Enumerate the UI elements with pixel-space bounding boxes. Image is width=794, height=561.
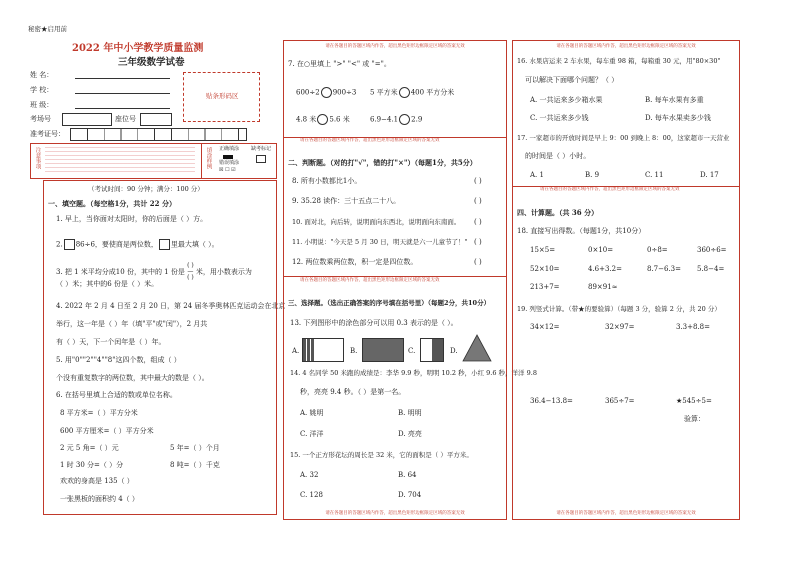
q13: 13. 下列图形中的涂色部分可以用 0.3 表示的是（ ）。 <box>290 319 458 327</box>
calc-item: 5.8−4= <box>697 265 725 273</box>
judge-11: 11. 小明说："今天是 5 月 30 日，明天就是六一儿童节了！" <box>292 238 468 246</box>
q14-line1: 14. 4 名同学 50 米跑的成绩是：李华 9.9 秒，明明 10.2 秒，小红 9.6 秒，洋洋 9.8 <box>290 369 537 377</box>
q16-option-c[interactable]: C. 一共运来多少钱 <box>530 114 589 122</box>
judge-12: 12. 两位数乘两位数，积一定是四位数。 <box>292 258 418 266</box>
q4-line1: 4. 2022 年 2 月 4 日至 2 月 20 日，第 24 届冬季奥林匹克运动会在北京 <box>56 302 286 310</box>
q17-option-c[interactable]: C. 11 <box>645 171 664 179</box>
q16-option-b[interactable]: B. 每车水果有多重 <box>645 96 704 104</box>
q3-line1: 3. 把 1 米平均分成10 份，其中的 1 份是 ( ) — ( ) 米，用小数表示为 <box>56 262 252 281</box>
q5-line1: 5. 用"0""2""4""8"这四个数，组成（ ） <box>56 356 181 364</box>
barcode-area: 贴条形码区 <box>183 72 260 122</box>
notes-text <box>45 147 195 175</box>
q17-option-d[interactable]: D. 17 <box>700 171 719 179</box>
q6-row3a: 2 元 5 角=（ ）元 <box>60 444 119 452</box>
calc-item: 8.7−6.3= <box>647 265 681 273</box>
answer-region-3: 请在各题目的答题区域内作答，超出黑色矩形边框限定区域的答案无效 请在各题目的答题区域内作答，超出黑色矩形边框限定区域的答案无效 <box>512 40 740 520</box>
q15: 15. 一个正方形花坛的周长是 32 米，它的面积是（ ）平方米。 <box>290 451 473 459</box>
q6-row5: 欢欢的身高是 135（ ） <box>60 477 134 485</box>
check-label: 验算： <box>684 415 705 423</box>
q15-option-b[interactable]: B. 64 <box>398 471 417 479</box>
calc-item: 15×5= <box>530 246 556 254</box>
seat-label: 座位号 <box>115 115 136 123</box>
q3-line2: （ ）米；其中的6 份是（ ）米。 <box>56 280 159 288</box>
q7: 7. 在○里填上 ">" "<" 或 "="。 <box>288 60 391 68</box>
q14-option-d[interactable]: D. 亮亮 <box>398 430 422 438</box>
exam-title: 2022 年中小学教学质量监测 <box>72 43 204 54</box>
q17-option-a[interactable]: A. 1 <box>530 171 544 179</box>
calc-item: 4.6+3.2= <box>588 265 622 273</box>
q17-line1: 17. 一家超市的开放时间是早上 9：00 到晚上 8：00，这家超市一天营业 <box>517 134 730 142</box>
q6-row1: 8 平方米=（ ）平方分米 <box>60 409 138 417</box>
shape-d <box>462 334 492 362</box>
compare-4: 6.9−4.1 2.9 <box>370 115 423 124</box>
exam-room-field[interactable] <box>62 113 112 126</box>
q14-option-a[interactable]: A. 姚明 <box>300 409 324 417</box>
q2: 2. 86÷6，要使商是两位数， 里最大填（ ）。 <box>56 240 219 249</box>
absent-box[interactable] <box>256 155 266 163</box>
answer-region-2: 请在各题目的答题区域内作答，超出黑色矩形边框限定区域的答案无效 请在各题目的答题区域内作答，超出黑色矩形边框限定区域的答案无效 <box>283 40 507 520</box>
q5-line2: 个没有重复数字的两位数，其中最大的数是（ ）。 <box>56 374 209 382</box>
q6-row2: 600 平方厘米=（ ）平方分米 <box>60 427 154 435</box>
q6: 6. 在括号里填上合适的数或单位名称。 <box>56 391 177 399</box>
q4-line3: 有（ ）天，下一个闰年是（ ）年。 <box>56 338 166 346</box>
q6-row6: 一张黑板的面积约 4（ ） <box>60 495 139 503</box>
q19: 19. 列竖式计算。（带★的要验算）（每题 3 分，验算 2 分，共 20 分） <box>517 305 721 313</box>
q6-row3b: 5 年=（ ）个月 <box>170 444 220 452</box>
calc-item: 0÷8= <box>647 246 668 254</box>
name-label: 姓 名： <box>30 71 54 79</box>
section-4-title: 四、计算题。（共 36 分） <box>517 208 599 217</box>
shape-b <box>362 338 404 362</box>
q1: 1. 早上，当你面对太阳时，你的后面是（ ）方。 <box>56 215 208 223</box>
q16-option-a[interactable]: A. 一共运来多少箱水果 <box>530 96 603 104</box>
vertical-2: 32×97= <box>605 323 635 331</box>
q6-row4b: 8 吨=（ ）千克 <box>170 461 220 469</box>
shape-c <box>420 338 444 362</box>
shape-a <box>302 338 344 362</box>
compare-3: 4.8 米 5.6 米 <box>296 115 350 124</box>
name-field[interactable] <box>75 78 170 79</box>
q14-line2: 秒，亮亮 9.4 秒。（ ）是第一名。 <box>300 388 406 396</box>
class-label: 班 级： <box>30 101 54 109</box>
vertical-5: 365÷7= <box>605 397 635 405</box>
ticket-number-field[interactable] <box>70 128 247 141</box>
q14-option-b[interactable]: B. 明明 <box>398 409 422 417</box>
exam-subtitle: 三年级数学试卷 <box>118 57 185 68</box>
q15-option-d[interactable]: D. 704 <box>398 491 422 499</box>
section-1-title: 一、填空题。（每空格1分，共计 22 分） <box>48 199 176 208</box>
calc-item: 360÷6= <box>697 246 727 254</box>
calc-item: 213+7= <box>530 283 560 291</box>
compare-1: 600÷2 900÷3 <box>296 88 357 97</box>
vertical-3: 3.3+8.8= <box>676 323 710 331</box>
q17-option-b[interactable]: B. 9 <box>585 171 600 179</box>
vertical-1: 34×12= <box>530 323 560 331</box>
section-2-title: 二、判断题。（对的打"√"，错的打"×"）（每题1分，共5分） <box>288 158 477 167</box>
q6-row4a: 1 时 30 分=（ ）分 <box>60 461 124 469</box>
confidential-tag: 秘密★启用前 <box>28 25 67 33</box>
q16-option-d[interactable]: D. 每车水果卖多少钱 <box>645 114 711 122</box>
notes-box: 注意事项 填涂样例 正确填涂 错误填涂 ☒ ☐ ☑ 缺考标记 <box>30 143 277 179</box>
calc-item: 89×91≈ <box>588 283 618 291</box>
q15-option-a[interactable]: A. 32 <box>300 471 319 479</box>
vertical-4: 36.4−13.8= <box>530 397 573 405</box>
exam-room-label: 考场号 <box>30 115 51 123</box>
judge-8: 8. 所有小数都比1小。 <box>292 177 362 185</box>
q4-line2: 举行，这一年是（ ）年（填"平"或"闰"），2 月共 <box>56 320 208 328</box>
judge-10: 10. 面对北，向后转，说明面向东西北，说明面向东南面。 <box>292 218 461 226</box>
q16-line1: 16. 水果店运来 2 车水果，每车重 98 箱，每箱重 30 元，用"80×30" <box>517 57 721 65</box>
q16-line2: 可以解决下面哪个问题？（ ） <box>525 76 619 84</box>
q14-option-c[interactable]: C. 洋洋 <box>300 430 324 438</box>
class-field[interactable] <box>75 108 170 109</box>
ticket-label: 准考证号： <box>30 130 65 138</box>
vertical-6: ★545÷5= <box>676 397 712 405</box>
section-3-title: 三、选择题。（选出正确答案的序号填在括号里）（每题2分，共10分） <box>288 299 491 307</box>
q15-option-c[interactable]: C. 128 <box>300 491 323 499</box>
school-field[interactable] <box>75 93 170 94</box>
q17-line2: 的时间是（ ）小时。 <box>525 152 591 160</box>
seat-field[interactable] <box>140 113 172 126</box>
judge-9: 9. 35.28 读作：三十五点二十八。 <box>292 197 401 205</box>
school-label: 学 校： <box>30 86 54 94</box>
compare-2: 5 平方米 400 平方分米 <box>370 88 455 97</box>
calc-item: 0×10= <box>588 246 614 254</box>
calc-item: 52×10= <box>530 265 560 273</box>
exam-info: （考试时间：90 分钟；满分：100 分） <box>88 185 204 193</box>
q18: 18. 直接写出得数。（每题1分，共10分） <box>517 227 646 235</box>
